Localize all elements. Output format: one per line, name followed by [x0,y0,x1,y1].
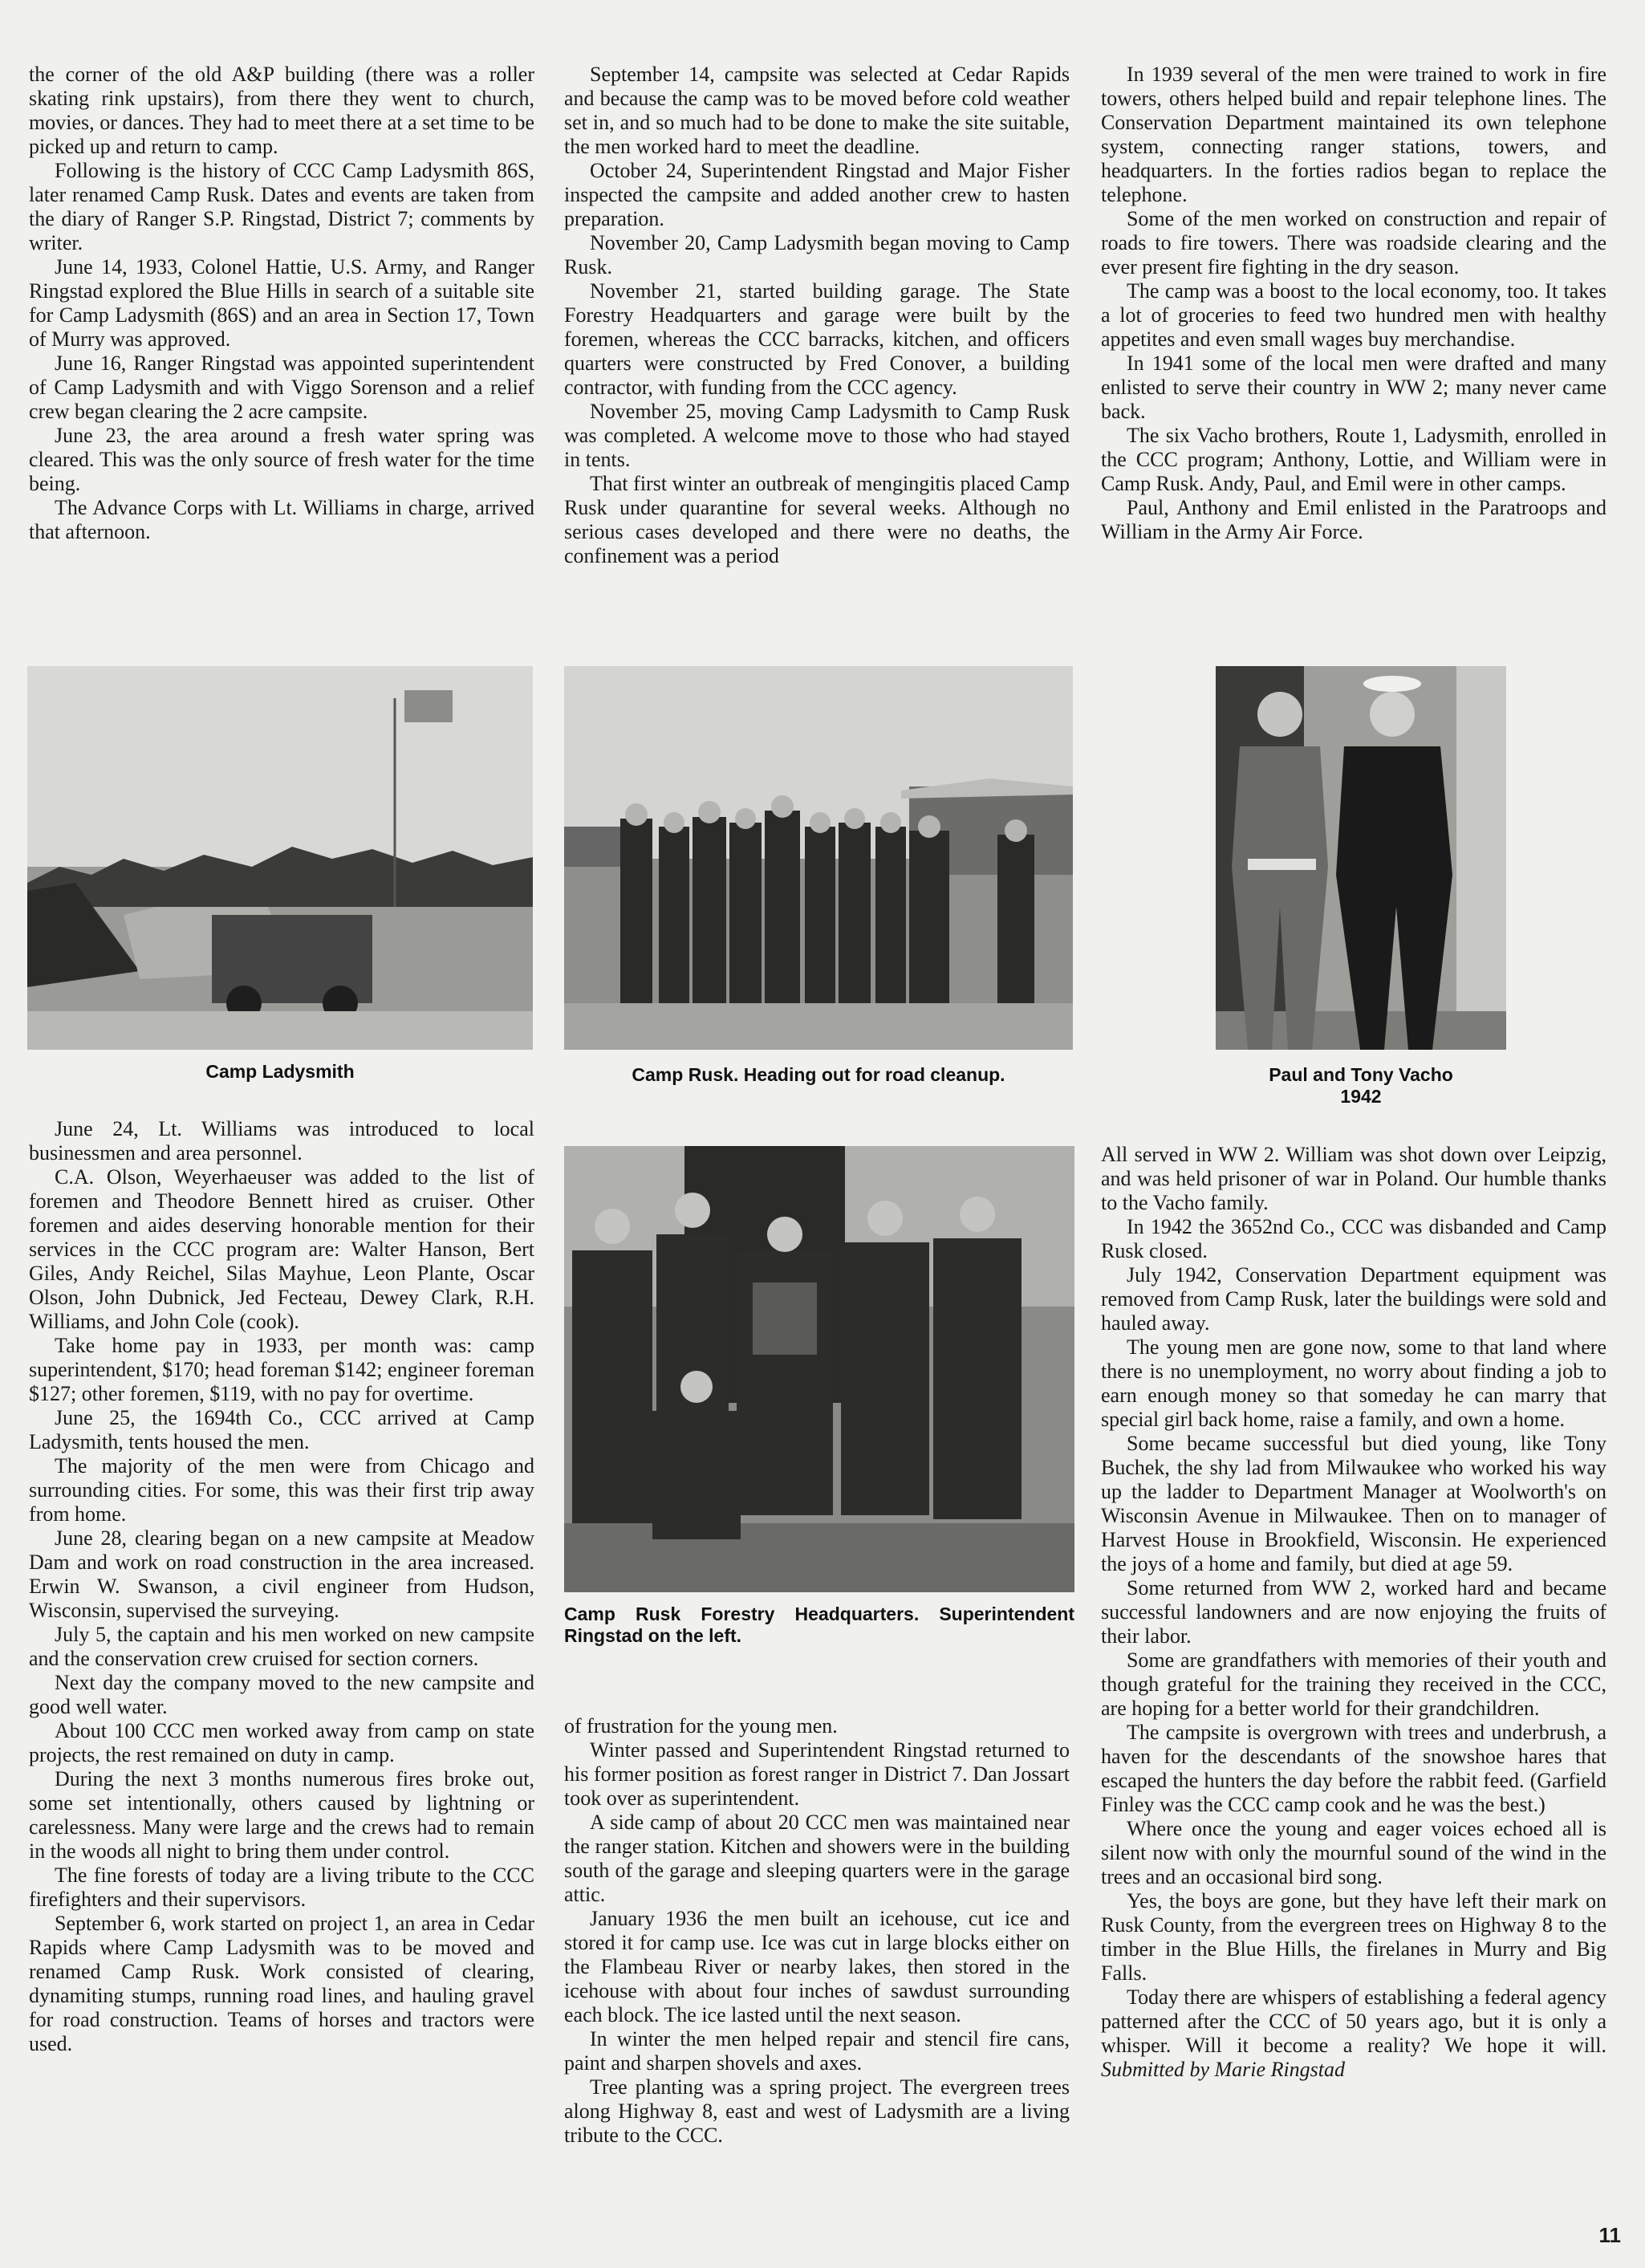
paragraph: Some became successful but died young, like Tony Buchek, the shy lad from Milwaukee who worked his way up the ladder to Department Manager at Woolworth's on Wisconsin Avenue in Milwaukee. Then on to manager of Harvest House in Brookfield, Wisconsin. He experienced the joys of a home and family, but died at age 59. [1101,1432,1606,1575]
paragraph: A side camp of about 20 CCC men was maintained near the ranger station. Kitchen and showers were in the building south of the garage and sleeping quarters were in the garage attic. [564,1811,1070,1906]
paragraph: The six Vacho brothers, Route 1, Ladysmith, enrolled in the CCC program; Anthony, Lottie, and William were in Camp Rusk. Andy, Paul, and Emil were in other camps. [1101,424,1606,495]
paragraph: In 1939 several of the men were trained to work in fire towers, others helped build and repair telephone lines. The Conservation Department maintained its own telephone system, connecting ranger stations, towers, and headquarters. In the forties radios began to replace the telephone. [1101,63,1606,206]
bottom-column-2 [564,1714,1070,2148]
caption-forestry-headquarters: Camp Rusk Forestry Headquarters. Superintendent Ringstad on the left. [564,1603,1074,1646]
paragraph: Some are grandfathers with memories of their youth and though grateful for the training they received in the CCC, are hoping for a better world for their grandchildren. [1101,1648,1606,1720]
paragraph: Winter passed and Superintendent Ringstad returned to his former position as forest ranger in District 7. Dan Jossart took over as superintendent. [564,1738,1070,1810]
paragraph: Some of the men worked on construction and repair of roads to fire towers. There was roadside clearing and the ever present fire fighting in the dry season. [1101,207,1606,278]
paragraph: Where once the young and eager voices echoed all is silent now with only the mournful sound of the wind in the trees and an occasional bird song. [1101,1817,1606,1888]
paragraph: During the next 3 months numerous fires broke out, some set intentionally, others caused by lightning or carelessness. Many were large and the crews had to remain in the woods all night to bring them under control. [29,1767,534,1863]
paragraph: The campsite is overgrown with trees and underbrush, a haven for the descendants of the snowshoe hares that escaped the hunters the day before the rabbit feed. (Garfield Finley was the CCC camp cook and he was the best.) [1101,1721,1606,1816]
paragraph: September 14, campsite was selected at Cedar Rapids and because the camp was to be moved before cold weather set in, and so much had to be done to make the site suitable, the men worked hard to meet the deadline. [564,63,1070,158]
paragraph: Following is the history of CCC Camp Ladysmith 86S, later renamed Camp Rusk. Dates and events are taken from the diary of Ranger S.P. Ringstad, District 7; comments by writer. [29,159,534,254]
top-column-1 [29,63,534,544]
signature: Submitted by Marie Ringstad [1101,2058,1346,2081]
paragraph: Tree planting was a spring project. The evergreen trees along Highway 8, east and west of Ladysmith are a living tribute to the CCC. [564,2075,1070,2147]
paragraph: November 25, moving Camp Ladysmith to Camp Rusk was completed. A welcome move to those who had stayed in tents. [564,400,1070,471]
paragraph: In 1942 the 3652nd Co., CCC was disbanded and Camp Rusk closed. [1101,1215,1606,1262]
caption-camp-ladysmith: Camp Ladysmith [205,1061,355,1082]
caption-line: Paul and Tony Vacho [1269,1064,1453,1085]
paragraph: In 1941 some of the local men were drafted and many enlisted to serve their country in WW 2; many never came back. [1101,352,1606,423]
paragraph: October 24, Superintendent Ringstad and Major Fisher inspected the campsite and added another crew to hasten preparation. [564,159,1070,230]
paragraph: About 100 CCC men worked away from camp on state projects, the rest remained on duty in camp. [29,1719,534,1766]
top-column-2 [564,63,1070,568]
caption-line: 1942 [1340,1086,1382,1107]
paragraph: June 16, Ranger Ringstad was appointed superintendent of Camp Ladysmith and with Viggo Sorenson and a relief crew began clearing the 2 acre campsite. [29,352,534,423]
paragraph: June 25, the 1694th Co., CCC arrived at Camp Ladysmith, tents housed the men. [29,1406,534,1453]
paragraph: September 6, work started on project 1, an area in Cedar Rapids where Camp Ladysmith was to be moved and renamed Camp Rusk. Work consisted of clearing, dynamiting stumps, running road lines, and hauling gravel for road construction. Teams of horses and tractors were used. [29,1912,534,2055]
paragraph: January 1936 the men built an icehouse, cut ice and stored it for camp use. Ice was cut in large blocks either on the Flambeau River or nearby lakes, then stored in the icehouse with about four inches of sawdust surrounding each block. The ice lasted until the next season. [564,1907,1070,2026]
paragraph: The camp was a boost to the local economy, too. It takes a lot of groceries to feed two hundred men with healthy appetites and even small wages buy merchandise. [1101,279,1606,351]
paragraph: July 5, the captain and his men worked on new campsite and the conservation crew cruised for section corners. [29,1623,534,1670]
paragraph: June 23, the area around a fresh water spring was cleared. This was the only source of fresh water for the time being. [29,424,534,495]
paragraph: The majority of the men were from Chicago and surrounding cities. For some, this was their first trip away from home. [29,1454,534,1526]
paragraph: June 24, Lt. Williams was introduced to local businessmen and area personnel. [29,1117,534,1164]
bottom-column-3 [1101,1143,1606,2082]
photo-camp-rusk-road-cleanup [564,666,1073,1050]
paragraph-closing [1101,1986,1606,2082]
paragraph: The fine forests of today are a living tribute to the CCC firefighters and their supervisors. [29,1864,534,1911]
paragraph: The Advance Corps with Lt. Williams in charge, arrived that afternoon. [29,496,534,543]
paragraph: In winter the men helped repair and stencil fire cans, paint and sharpen shovels and axes. [564,2027,1070,2075]
caption-camp-rusk-road-cleanup: Camp Rusk. Heading out for road cleanup. [632,1064,1005,1085]
paragraph: Paul, Anthony and Emil enlisted in the Paratroops and William in the Army Air Force. [1101,496,1606,543]
paragraph: Take home pay in 1933, per month was: camp superintendent, $170; head foreman $142; engineer foreman $127; other foremen, $119, with no pay for overtime. [29,1334,534,1405]
photo-camp-ladysmith [27,666,533,1050]
paragraph: The young men are gone now, some to that land where there is no unemployment, no worry about finding a job to earn enough money so that someday he can marry that special girl back home, raise a family, and own a home. [1101,1335,1606,1431]
photo-paul-and-tony-vacho [1216,666,1506,1050]
bottom-column-1 [29,1117,534,2056]
closing-text: Today there are whispers of establishing a federal agency patterned after the CCC of 50 years ago, but it is only a whisper. Will it become a reality? We hope it will. [1101,1986,1606,2057]
paragraph: C.A. Olson, Weyerhaeuser was added to the list of foremen and Theodore Bennett hired as cruiser. Other foremen and aides deserving honorable mention for their services in the CCC program are: Walter Hanson, Bert Giles, Andy Reichel, Silas Mayhue, Leon Plante, Oscar Olson, John Dubnick, Jed Fecteau, Dewey Clark, R.H. Williams, and John Cole (cook). [29,1165,534,1333]
photo-forestry-headquarters [564,1146,1074,1592]
paragraph: June 14, 1933, Colonel Hattie, U.S. Army, and Ranger Ringstad explored the Blue Hills in search of a suitable site for Camp Ladysmith (86S) and an area in Section 17, Town of Murry was approved. [29,255,534,351]
top-column-3 [1101,63,1606,544]
paragraph: Next day the company moved to the new campsite and good well water. [29,1671,534,1718]
paragraph: That first winter an outbreak of mengingitis placed Camp Rusk under quarantine for several weeks. Although no serious cases developed and there were no deaths, the confinement was a period [564,472,1070,567]
paragraph: the corner of the old A&P building (there was a roller skating rink upstairs), from there they went to church, movies, or dances. They had to meet there at a set time to be picked up and return to camp. [29,63,534,158]
caption-paul-and-tony-vacho [1216,1064,1506,1108]
paragraph: November 21, started building garage. The State Forestry Headquarters and garage were built by the foremen, whereas the CCC barracks, kitchen, and officers quarters were constructed by Fred Conover, a building contractor, with funding from the CCC agency. [564,279,1070,399]
paragraph: Yes, the boys are gone, but they have left their mark on Rusk County, from the evergreen trees on Highway 8 to the timber in the Blue Hills, the firelanes in Murry and Big Falls. [1101,1889,1606,1985]
paragraph: of frustration for the young men. [564,1714,838,1738]
paragraph: June 28, clearing began on a new campsite at Meadow Dam and work on road construction in the area increased. Erwin W. Swanson, a civil engineer from Hudson, Wisconsin, supervised the surveying. [29,1526,534,1622]
paragraph: Some returned from WW 2, worked hard and became successful landowners and are now enjoying the fruits of their labor. [1101,1576,1606,1648]
paragraph: All served in WW 2. William was shot down over Leipzig, and was held prisoner of war in Poland. Our humble thanks to the Vacho family. [1101,1143,1606,1214]
paragraph: November 20, Camp Ladysmith began moving to Camp Rusk. [564,231,1070,278]
page-number: 11 [1598,2223,1621,2247]
paragraph: July 1942, Conservation Department equipment was removed from Camp Rusk, later the buildings were sold and hauled away. [1101,1263,1606,1335]
